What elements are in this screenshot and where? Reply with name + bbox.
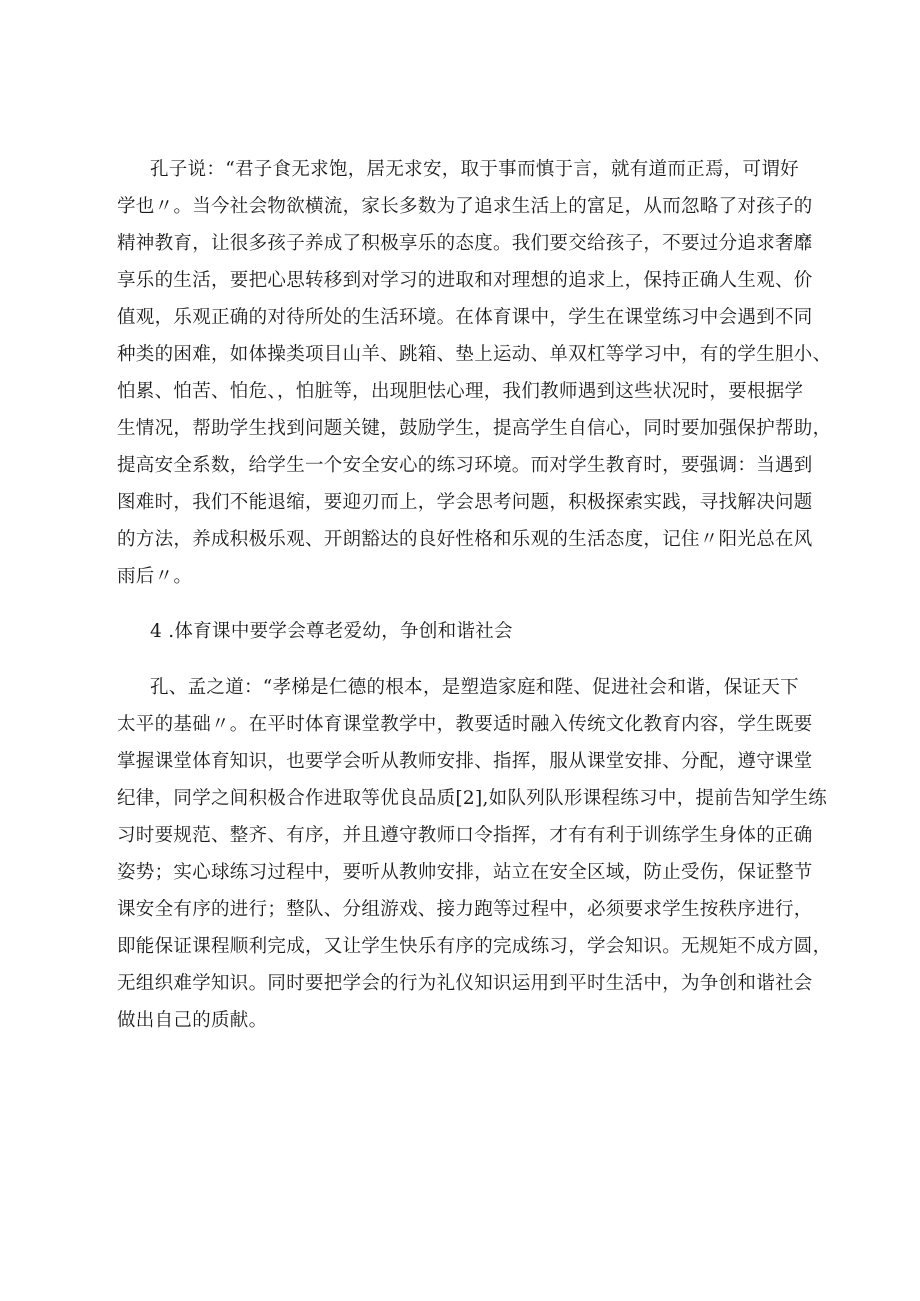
text-line: 精神教育，让很多孩子养成了积极享乐的态度。我们要交给孩子，不要过分追求奢靡 — [117, 233, 813, 254]
text-line: 课安全有序的进行；整队、分组游戏、接力跑等过程中，必须要求学生按秩序进行， — [117, 899, 813, 920]
text-line: 怕累、怕苦、怕危、，怕脏等，出现胆怯心理，我们教师遇到这些状况时，要根据学 — [117, 381, 804, 402]
text-line: 图难时，我们不能退缩，要迎刃而上，学会思考问题，积极探索实践，寻找解决问题 — [117, 492, 813, 513]
text-line: 即能保证课程顺利完成，又让学生快乐有序的完成练习，学会知识。无规矩不成方圆， — [117, 936, 832, 957]
text-line: 孔、孟之道：“孝梯是仁德的根本，是塑造家庭和陛、促进社会和谐，保证天下 — [150, 677, 799, 698]
text-line: 享乐的生活，要把心思转移到对学习的进取和对理想的追求上，保持正确人生观、价 — [117, 270, 813, 291]
text-line: 做出自己的质献。 — [117, 1010, 268, 1031]
text-line: 太平的基础〃。在平时体育课堂教学中，教要适时融入传统文化教育内容，学生既要 — [117, 714, 813, 735]
text-line: 无组织难学知识。同时要把学会的行为礼仪知识运用到平时生活中，为争创和谐社会 — [117, 973, 813, 994]
text-line: 习时要规范、整齐、有序，并且遵守教师口令指挥，才有有利于训练学生身体的正确 — [117, 825, 813, 846]
text-line: 种类的困难，如体操类项目山羊、跳箱、垫上运动、单双杠等学习中，有的学生胆小、 — [117, 344, 832, 365]
text-line: 生情况，帮助学生找到问题关键，鼓励学生，提高学生自信心，同时要加强保护帮助， — [117, 418, 832, 439]
text-line: 孔子说：“君子食无求饱，居无求安，取于事而慎于言，就有道而正焉，可谓好 — [150, 159, 799, 180]
heading-text: 4 .体育课中要学会尊老爱幼，争创和谐社会 — [150, 621, 513, 642]
text-line: 姿势；实心球练习过程中，要听从教帅安排，站立在安全区域，防止受伤，保证整节 — [117, 862, 813, 883]
text-line: 提高安全系数，给学生一个安全安心的练习环境。而对学生教育时，要强调：当遇到 — [117, 455, 813, 476]
text-line: 值观，乐观正确的对待所处的生活环境。在体育课中，学生在课堂练习中会遇到不同 — [117, 307, 813, 328]
text-line: 掌握课堂体育知识，也要学会听从教师安排、指挥，服从课堂安排、分配，遵守课堂 — [117, 751, 813, 772]
text-line: 的方法，养成积极乐观、开朗豁达的良好性格和乐观的生活态度，记住〃阳光总在风 — [117, 529, 813, 550]
text-line: 雨后〃。 — [117, 566, 193, 587]
text-line: 纪律，同学之间积极合作进取等优良品质[2],如队列队形课程练习中，提前告知学生练 — [117, 788, 828, 809]
text-line: 学也〃。当今社会物欲横流，家长多数为了追求生活上的富足，从而忽略了对孩子的 — [117, 196, 813, 217]
